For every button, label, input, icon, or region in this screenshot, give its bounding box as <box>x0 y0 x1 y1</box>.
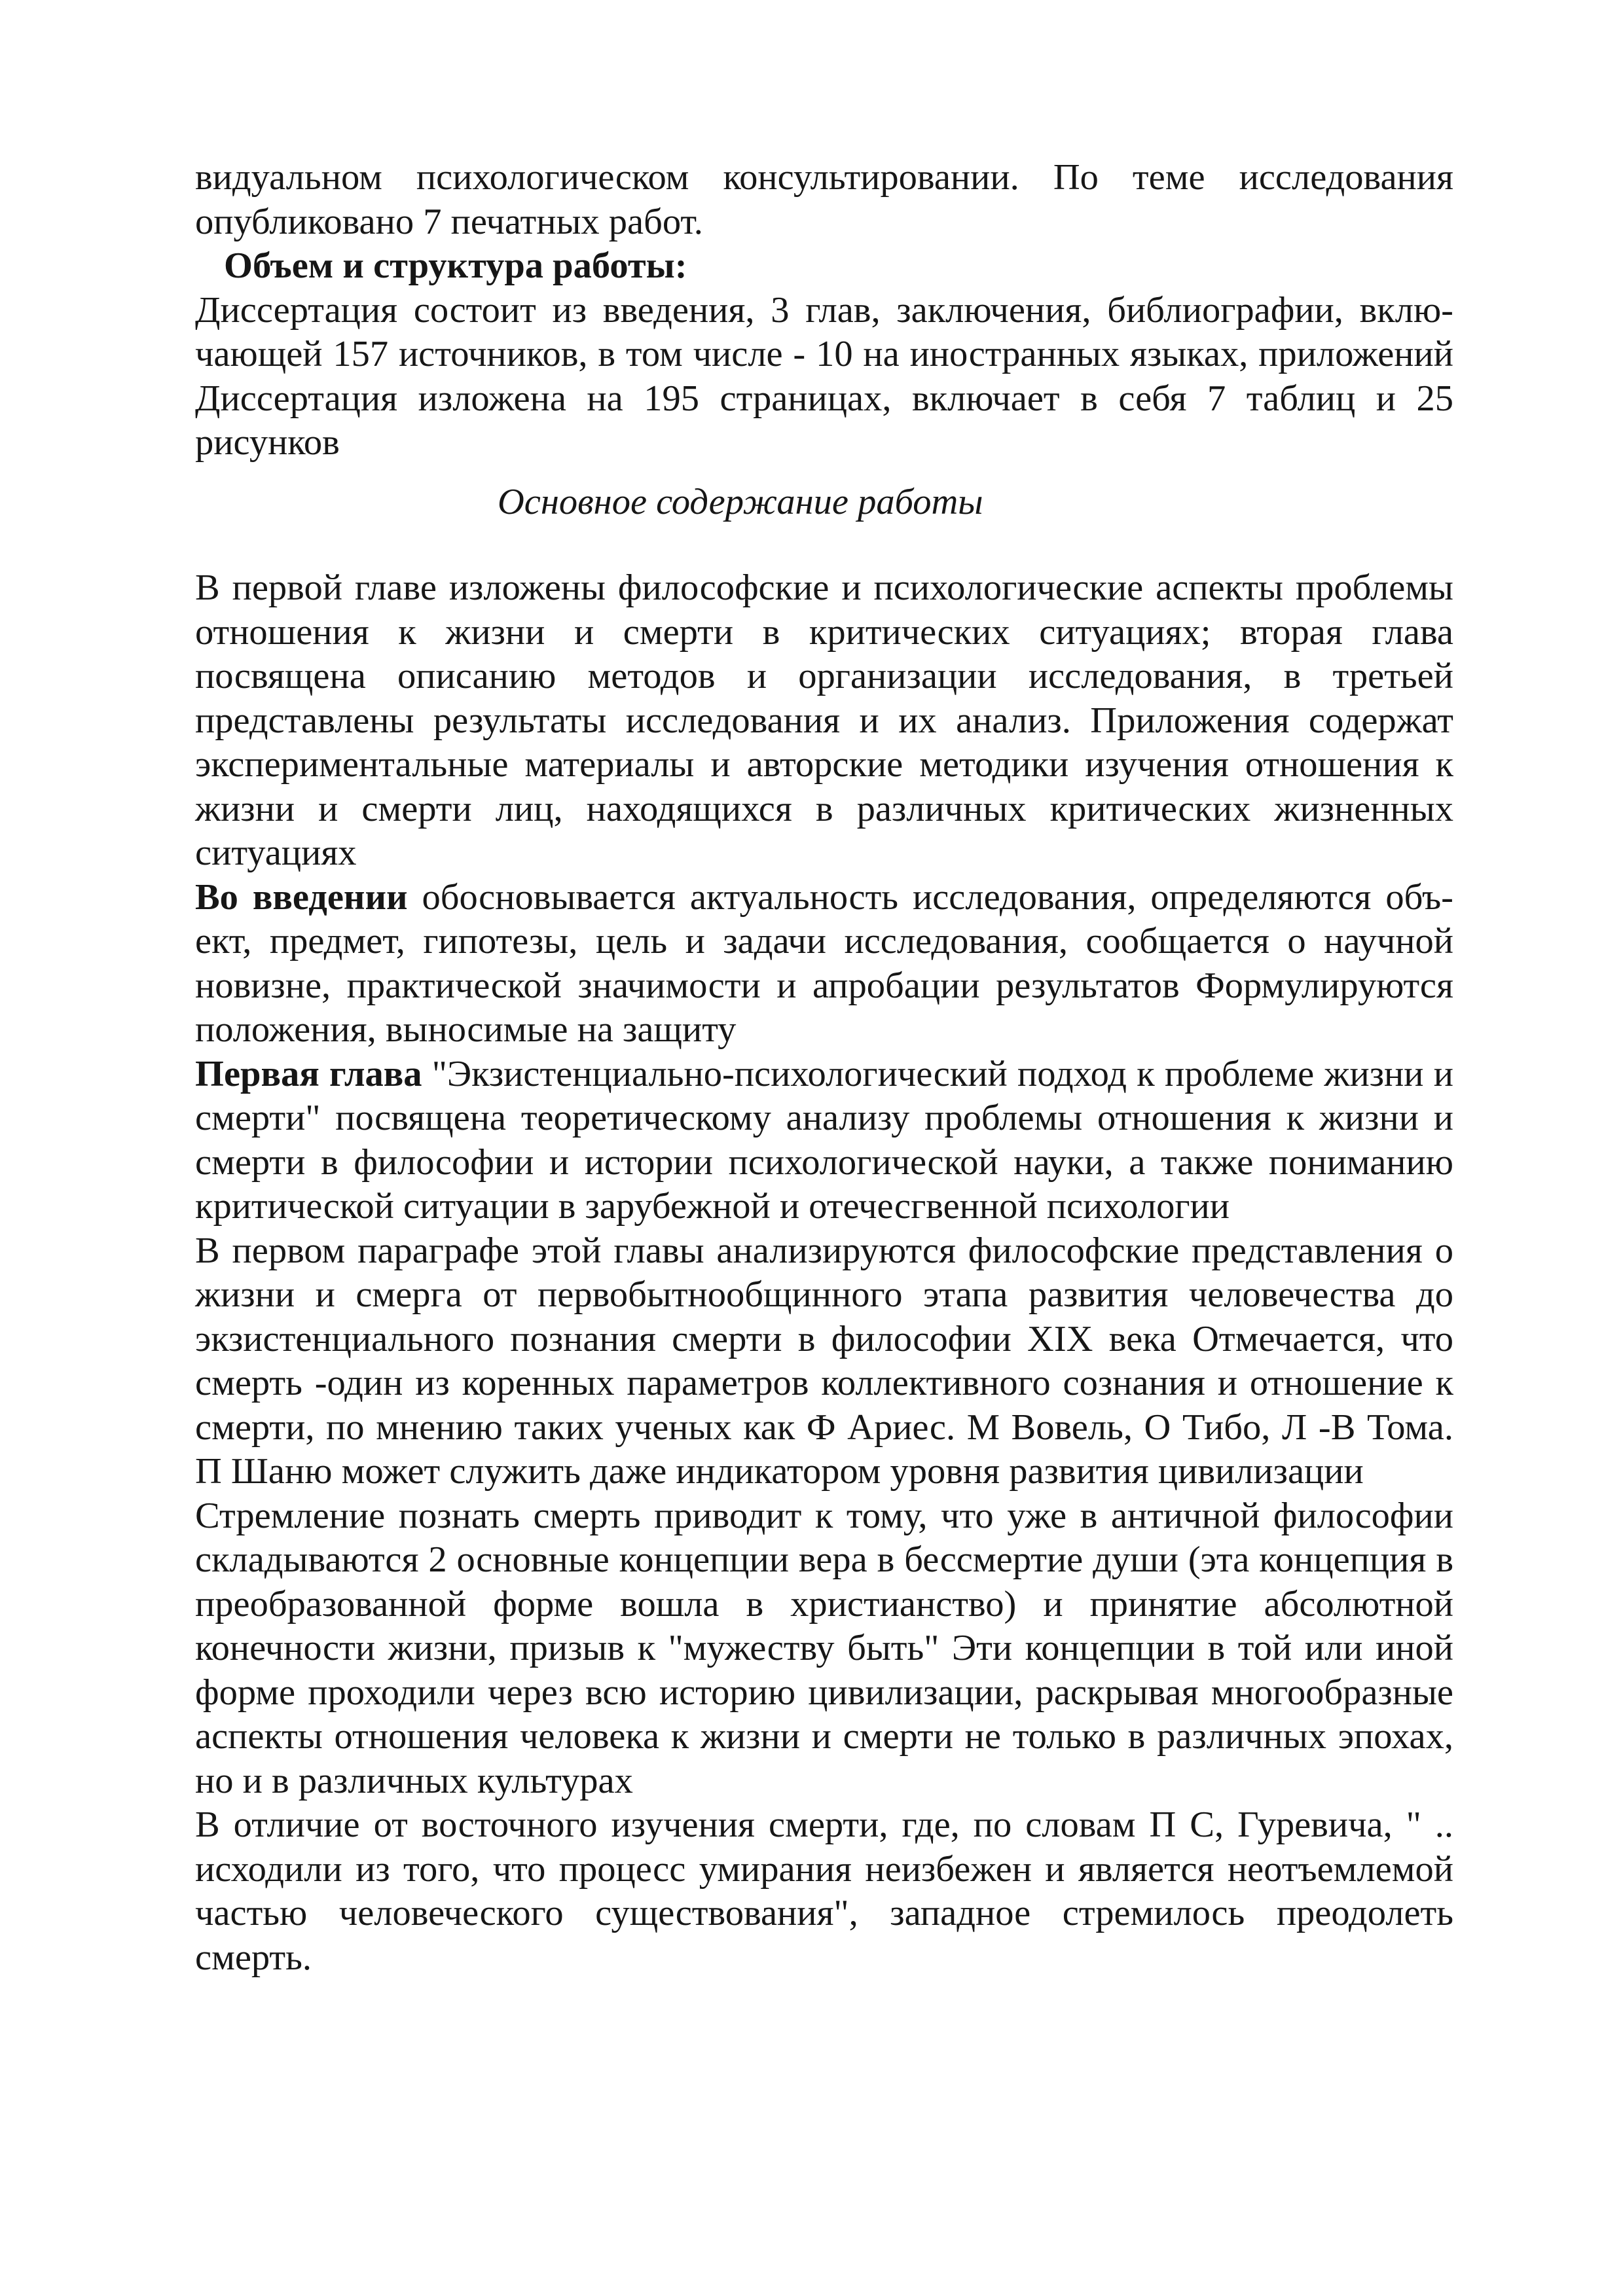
east-west-paragraph: В отличие от восточного изучения смерти, где, по словам П С, Гуревича, " .. исходили из того, что процесс умирания неизбежен и является неотъемлемой частью человеческого существования", западное стремилось преодолеть смерть. <box>195 1804 1453 1978</box>
first-chapter-lead: Первая глава <box>195 1053 422 1094</box>
introduction-lead: Во введении <box>195 876 408 918</box>
first-chapter-paragraph <box>195 1052 1453 1229</box>
first-section-paragraph: В первом параграфе этой главы анализируются философские представления о жизни и смерга от первобытнообщинного этапа развития человечества до экзистенциального познания смерти в философии XIX века Отмечается, что смерть -один из коренных параметров коллективного сознания и отношение к смерти, по мнению таких ученых как Ф Ариес. М Вовель, О Тибо, Л -В Тома. П Шаню может служить даже индикатором уровня развития цивилизации <box>195 1230 1453 1492</box>
structure-paragraph: Диссертация состоит из введения, 3 глав, заключения, библиографии, включающей 157 источников, в том числе - 10 на иностранных языках, приложений Диссертация изложена на 195 страницах, включает в себя 7 таблиц и 25 рисунков <box>195 289 1453 463</box>
first-chapter-text: "Экзистенциально-психологический подход к проблеме жизни и смерти" посвящена теоретическому анализу проблемы отношения к жизни и смерти в философии и истории психологической науки, а также пониманию критической ситуации в зарубежной и отечесгвенной психологии <box>195 1053 1453 1227</box>
document-page <box>195 156 1453 1980</box>
structure-heading: Объем и структура работы: <box>224 245 687 286</box>
antiquity-paragraph: Стремление познать смерть приводит к тому, что уже в античной философии складываются 2 основные концепции вера в бессмертие души (эта концепция в преобразованной форме вошла в христианство) и принятие абсолютной конечности жизни, призыв к "мужеству быть" Эти концепции в той или иной форме проходили через всю историю цивилизации, раскрывая многообразные аспекты отношения человека к жизни и смерти не только в различных эпохах, но и в различных культурах <box>195 1495 1453 1801</box>
introduction-paragraph <box>195 876 1453 1052</box>
intro-paragraph: видуальном психологическом консультировании. По теме исследования опубликовано 7 печатных работ. <box>195 157 1453 242</box>
introduction-text: обосновывается актуальность исследования, определяются объект, предмет, гипотезы, цель и задачи исследования, сообщается о научной новизне, практической значимости и апробации результатов Формулируются положения, выносимые на защиту <box>195 876 1453 1050</box>
overview-paragraph: В первой главе изложены философские и психологические аспекты проблемы отношения к жизни и смерти в критических ситуациях; вторая глава посвящена описанию методов и организации исследования, в третьей представлены результаты исследования и их анализ. Приложения содержат экспериментальные материалы и авторские методики изучения отношения к жизни и смерти лиц, находящихся в различных критических жизненных ситуациях <box>195 567 1453 873</box>
section-title: Основное содержание работы <box>498 481 983 522</box>
